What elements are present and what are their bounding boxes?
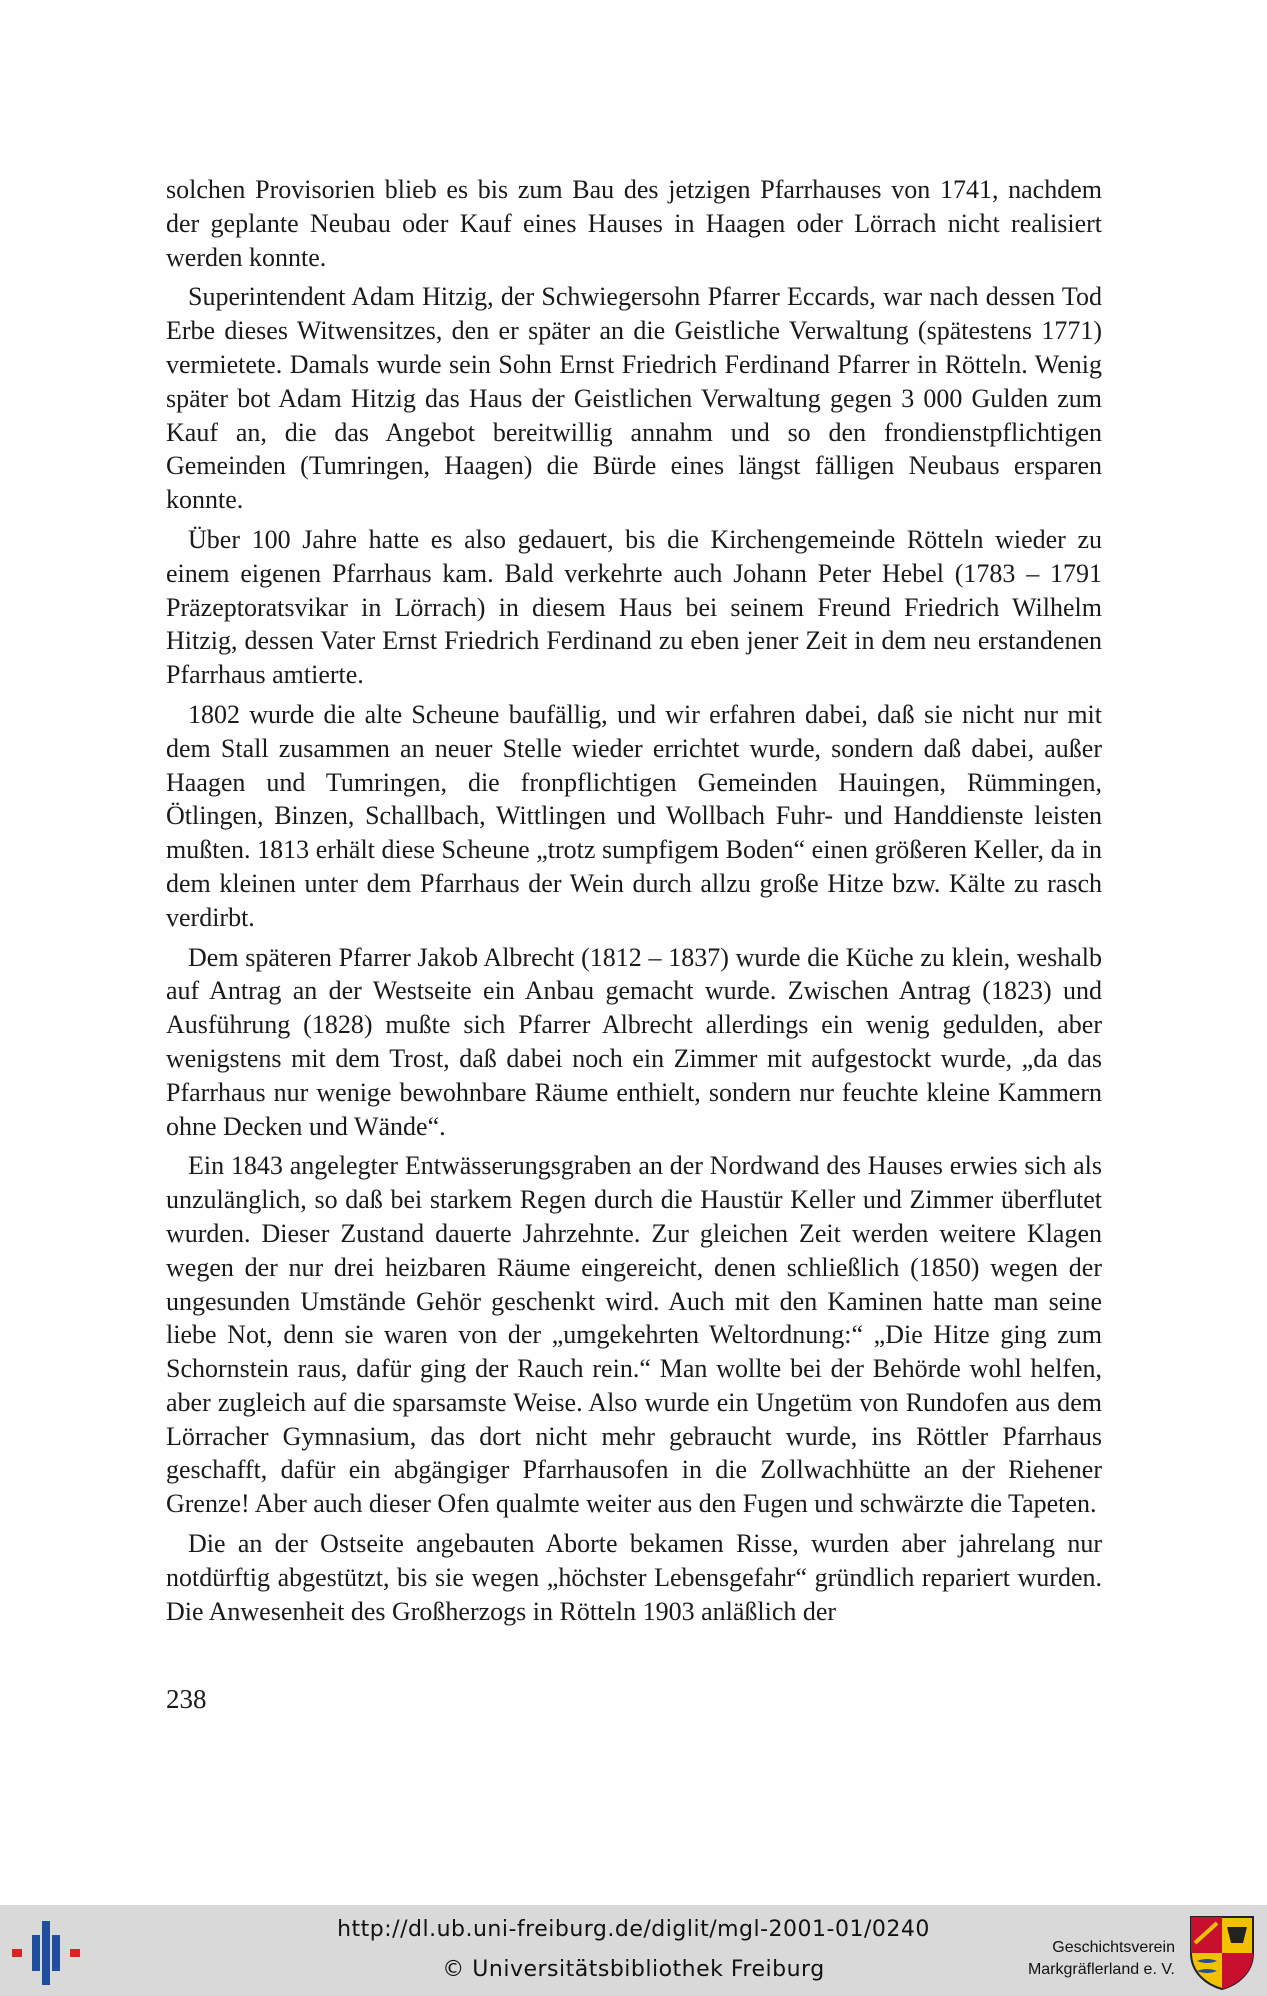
page-number: 238	[166, 1684, 207, 1714]
paragraph: Ein 1843 angelegter Entwässerungsgraben an der Nordwand des Hauses erwies sich als unzulänglich, so daß bei starkem Regen durch die Haustür Keller und Zimmer überflutet wurden. Dieser Zustand dauerte Jahrzehnte. Zur gleichen Zeit werden weitere Klagen wegen der nur drei heizbaren Räume eingereicht, denen schließlich (1850) wegen der ungesunden Umstände Gehör geschenkt wird. Auch mit den Kaminen hatte man seine liebe Not, denn sie waren von der „umgekehrten Weltordnung:“ „Die Hitze ging zum Schornstein raus, dafür ging der Rauch rein.“ Man wollte bei der Behörde wohl helfen, aber zugleich auf die sparsamste Weise. Also wurde ein Ungetüm von Rundofen aus dem Lörracher Gymnasium, das dort nicht mehr gebraucht wurde, ins Röttler Pfarrhaus geschafft, dafür ein abgängiger Pfarrhausofen in die Zollwachhütte an der Riehener Grenze! Aber auch dieser Ofen qualmte weiter aus den Fugen und schwärzte die Tapeten.	[166, 1151, 1102, 1519]
body-text	[166, 173, 1102, 1634]
paragraph: Dem späteren Pfarrer Jakob Albrecht (1812 – 1837) wurde die Küche zu klein, weshalb auf Antrag an der Westseite ein Anbau gemacht wurde. Zwischen Antrag (1823) und Ausführung (1828) mußte sich Pfarrer Albrecht allerdings ein wenig gedulden, aber wenigstens mit dem Trost, daß dabei noch ein Zimmer mit aufgestockt wurde, „da das Pfarrhaus nur wenige bewohnbare Räume enthielt, sondern nur feuchte kleine Kammern ohne Decken und Wände“.	[166, 942, 1102, 1141]
paragraph: Über 100 Jahre hatte es also gedauert, bis die Kirchengemeinde Rötteln wieder zu einem eigenen Pfarrhaus kam. Bald verkehrte auch Johann Peter Hebel (1783 – 1791 Präzeptoratsvikar in Lörrach) in diesem Haus bei seinem Freund Friedrich Wilhelm Hitzig, dessen Vater Ernst Friedrich Ferdinand zu eben jener Zeit in dem neu erstandenen Pfarrhaus amtierte.	[166, 524, 1102, 690]
paragraph: 1802 wurde die alte Scheune baufällig, und wir erfahren dabei, daß sie nicht nur mit dem Stall zusammen an neuer Stelle wieder errichtet wurde, sondern daß dabei, außer Haagen und Tumringen, die fronpflichtigen Gemeinden Hauingen, Rümmingen, Ötlingen, Binzen, Schallbach, Wittlingen und Wollbach Fuhr- und Handdienste leisten mußten. 1813 erhält diese Scheune „trotz sumpfigem Boden“ einen größeren Keller, da in dem kleinen unter dem Pfarrhaus der Wein durch allzu große Hitze bzw. Kälte zu rasch verdirbt.	[166, 699, 1102, 932]
society-name	[1028, 1937, 1175, 1981]
footer-bar	[0, 1905, 1267, 1996]
footer-url-link[interactable]: http://dl.ub.uni-freiburg.de/diglit/mgl-2001-01/0240	[337, 1917, 930, 1942]
society-line-2: Markgräflerland e. V.	[1027, 1961, 1175, 1978]
coat-of-arms-icon	[1187, 1913, 1257, 1991]
society-line-1: Geschichtsverein	[1052, 1939, 1175, 1956]
paragraph: Superintendent Adam Hitzig, der Schwiegersohn Pfarrer Eccards, war nach dessen Tod Erbe dieses Witwensitzes, den er später an die Geistliche Verwaltung (spätestens 1771) vermietete. Damals wurde sein Sohn Ernst Friedrich Ferdinand Pfarrer in Rötteln. Wenig später bot Adam Hitzig das Haus der Geistlichen Verwaltung gegen 3 000 Gulden zum Kauf an, die das Angebot bereitwillig annahm und so den frondienstpflichtigen Gemeinden (Tumringen, Haagen) die Bürde eines längst fälligen Neubaus ersparen konnte.	[166, 282, 1102, 515]
paragraph: Die an der Ostseite angebauten Aborte bekamen Risse, wurden aber jahrelang nur notdürftig abgestützt, bis sie wegen „höchster Lebensgefahr“ gründlich repariert wurden. Die Anwesenheit des Großherzogs in Rötteln 1903 anläßlich der	[166, 1529, 1102, 1626]
footer-copyright: © Universitätsbibliothek Freiburg	[442, 1957, 825, 1982]
paragraph: solchen Provisorien blieb es bis zum Bau des jetzigen Pfarrhauses von 1741, nachdem der geplante Neubau oder Kauf eines Hauses in Haagen oder Lörrach nicht realisiert werden konnte.	[166, 175, 1102, 272]
